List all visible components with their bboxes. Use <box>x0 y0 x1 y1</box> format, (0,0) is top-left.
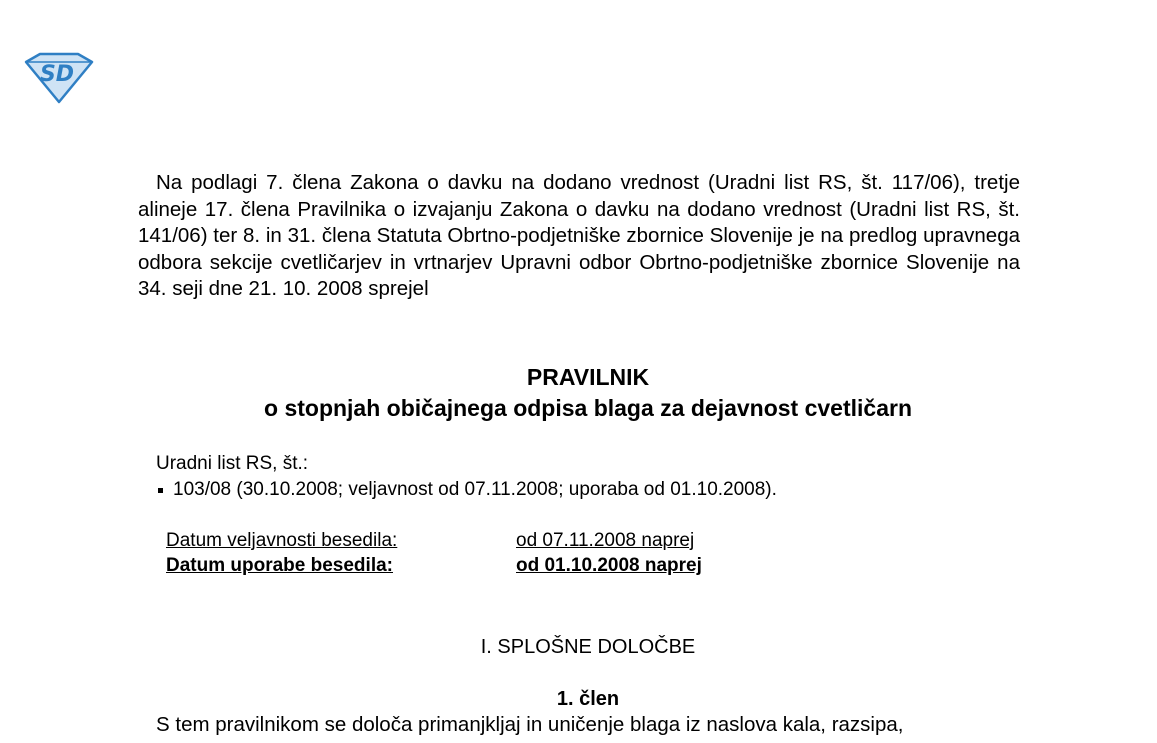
bullet-icon <box>158 488 163 493</box>
validity-row <box>166 528 702 553</box>
gazette-item <box>156 477 777 503</box>
document-title <box>138 362 1038 424</box>
gazette-reference <box>156 451 777 503</box>
title-line-1: PRAVILNIK <box>526 364 650 390</box>
article-text: S tem pravilnikom se določa primanjkljaj in uničenje blaga iz naslova kala, razsipa, <box>156 713 904 736</box>
article-title: 1. člen <box>556 688 620 710</box>
gazette-item-text: 103/08 (30.10.2008; veljavnost od 07.11.2008; uporaba od 01.10.2008). <box>173 479 777 500</box>
use-value: od 01.10.2008 naprej <box>516 555 702 576</box>
title-line-2: o stopnjah običajnega odpisa blaga za dejavnost cvetličarn <box>264 395 912 421</box>
use-label: Datum uporabe besedila: <box>166 555 393 576</box>
section-heading: I. SPLOŠNE DOLOČBE <box>480 636 696 658</box>
gazette-heading: Uradni list RS, št.: <box>156 453 309 474</box>
validity-value: od 07.11.2008 naprej <box>516 530 695 551</box>
svg-text:SD: SD <box>39 62 75 87</box>
intro-paragraph: Na podlagi 7. člena Zakona o davku na dodano vrednost (Uradni list RS, št. 117/06), tretje alineje 17. člena Pravilnika o izvajanju Zakona o davku na dodano vrednost (Uradni list RS, št. 141/06) ter 8. in 31. člena Statuta Obrtno-podjetniške zbornice Slovenije je na predlog upravnega odbora sekcije cvetličarjev in vrtnarjev Upravni odbor Obrtno-podjetniške zbornice Slovenije na 34. seji dne 21. 10. 2008 sprejel <box>138 171 1020 300</box>
use-row <box>166 553 702 578</box>
validity-label: Datum veljavnosti besedila: <box>166 530 398 551</box>
sd-logo <box>22 50 96 104</box>
dates-table <box>166 528 702 578</box>
